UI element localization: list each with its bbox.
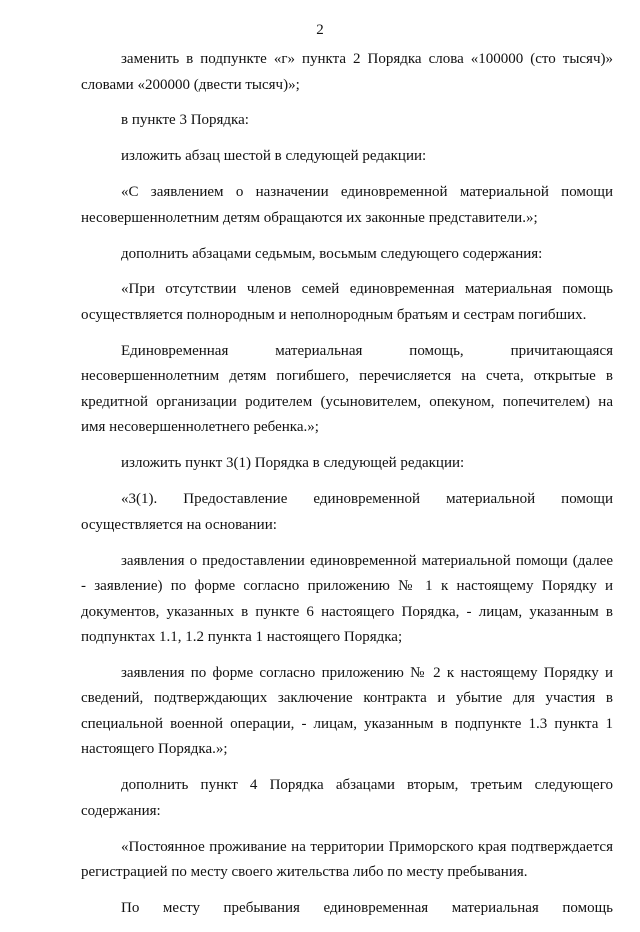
document-body [81, 47, 613, 932]
paragraph-14: По месту пребывания единовременная материальная помощь [121, 900, 613, 917]
paragraph-8: изложить пункт 3(1) Порядка в следующей редакции: [121, 455, 465, 472]
paragraph-11: заявления по форме согласно приложению № 2 к настоящему Порядку и сведений, подтверждающих заключение контракта и убытие для участия в специальной военной операции, - лицам, указанным в подпункте 1.3 пункта 1 настоящего Порядка.»; [81, 664, 613, 758]
paragraph-13: «Постоянное проживание на территории Приморского края подтверждается регистрацией по месту своего жительства либо по месту пребывания. [81, 838, 613, 881]
paragraph-7: Единовременная материальная помощь, причитающаяся несовершеннолетним детям погибшего, перечисляется на счета, открытые в кредитной организации родителем (усыновителем, опекуном, попечителем) на имя несовершеннолетнего ребенка.»; [81, 342, 613, 436]
paragraph-5: дополнить абзацами седьмым, восьмым следующего содержания: [121, 245, 543, 262]
paragraph-1: заменить в подпункте «г» пункта 2 Порядка слова «100000 (сто тысяч)» словами «200000 (двести тысяч)»; [81, 51, 613, 93]
paragraph-2: в пункте 3 Порядка: [121, 112, 249, 129]
paragraph-9: «3(1). Предоставление единовременной материальной помощи осуществляется на основании: [81, 491, 613, 533]
paragraph-10: заявления о предоставлении единовременной материальной помощи (далее - заявление) по форме согласно приложению № 1 к настоящему Порядку и документов, указанных в пункте 6 настоящего Порядка, - лицам, указанным в подпунктах 1.1, 1.2 пункта 1 настоящего Порядка; [81, 552, 613, 646]
paragraph-6: «При отсутствии членов семей единовременная материальная помощь осуществляется полнородным и неполнородным братьям и сестрам погибших. [81, 281, 613, 323]
paragraph-4: «С заявлением о назначении единовременной материальной помощи несовершеннолетним детям обращаются их законные представители.»; [81, 184, 613, 226]
paragraph-3: изложить абзац шестой в следующей редакции: [121, 148, 427, 165]
page-number: 2 [316, 22, 324, 38]
paragraph-12: дополнить пункт 4 Порядка абзацами вторым, третьим следующего содержания: [81, 777, 613, 819]
